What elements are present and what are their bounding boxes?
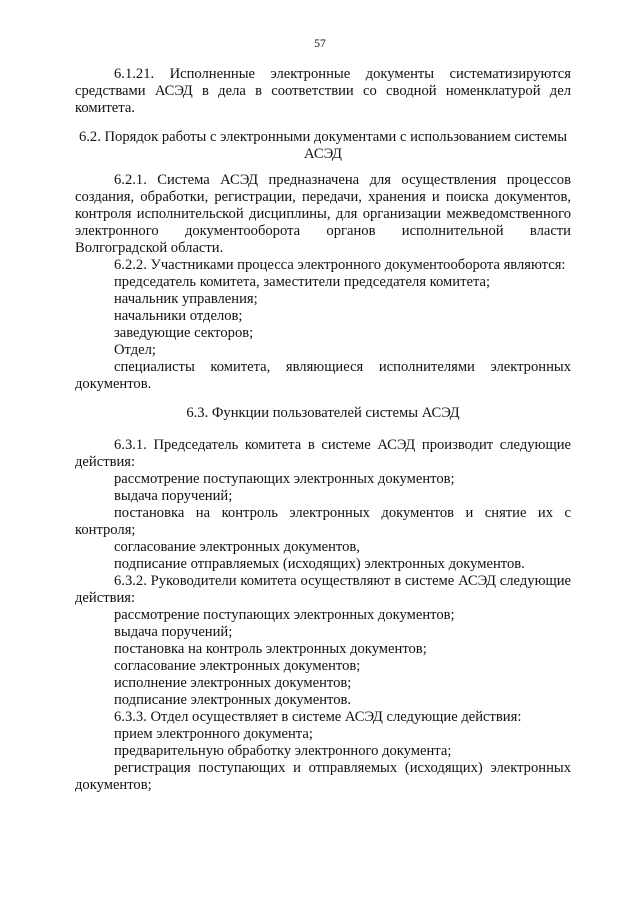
list-item: подписание электронных документов. <box>114 692 352 708</box>
paragraph-6-2-1: 6.2.1. Система АСЭД предназначена для осуществления процессов создания, обработки, регистрации, передачи, хранения и поиска документов, контроля исполнительской дисциплины, для организации межведомственного электронного документооборота органов исполнительной власти Волгоградской области. <box>75 172 571 256</box>
list-item: исполнение электронных документов; <box>114 675 352 691</box>
paragraph-6-2-2: 6.2.2. Участниками процесса электронного документооборота являются: <box>114 257 566 273</box>
list-item: подписание отправляемых (исходящих) электронных документов. <box>114 556 525 572</box>
paragraph-6-1-21: 6.1.21. Исполненные электронные документы систематизируются средствами АСЭД в дела в соответствии со сводной номенклатурой дел комитета. <box>75 66 571 116</box>
list-item: выдача поручений; <box>114 624 233 640</box>
list-item: предварительную обработку электронного документа; <box>114 743 452 759</box>
list-item: постановка на контроль электронных документов и снятие их с контроля; <box>75 505 571 538</box>
list-item: заведующие секторов; <box>114 325 254 341</box>
list-item: выдача поручений; <box>114 488 233 504</box>
list-item: начальник управления; <box>114 291 258 307</box>
paragraph-6-3-3: 6.3.3. Отдел осуществляет в системе АСЭД следующие действия: <box>114 709 522 725</box>
list-item: специалисты комитета, являющиеся исполнителями электронных документов. <box>75 359 571 392</box>
section-heading-6-3: 6.3. Функции пользователей системы АСЭД <box>186 405 460 421</box>
list-item: согласование электронных документов; <box>114 658 361 674</box>
page-content <box>75 66 571 794</box>
section-heading-6-2: 6.2. Порядок работы с электронными документами с использованием системы АСЭД <box>78 129 568 162</box>
list-item: рассмотрение поступающих электронных документов; <box>114 471 455 487</box>
list-item: начальники отделов; <box>114 308 243 324</box>
list-item: постановка на контроль электронных документов; <box>114 641 427 657</box>
paragraph-6-3-2: 6.3.2. Руководители комитета осуществляют в системе АСЭД следующие действия: <box>75 573 571 606</box>
list-item: председатель комитета, заместители председателя комитета; <box>114 274 491 290</box>
list-item: рассмотрение поступающих электронных документов; <box>114 607 455 623</box>
list-item: регистрация поступающих и отправляемых (исходящих) электронных документов; <box>75 760 571 793</box>
list-item: прием электронного документа; <box>114 726 313 742</box>
list-item: согласование электронных документов, <box>114 539 360 555</box>
paragraph-6-3-1: 6.3.1. Председатель комитета в системе АСЭД производит следующие действия: <box>75 437 571 470</box>
page-number: 57 <box>314 38 326 50</box>
list-item: Отдел; <box>114 342 156 358</box>
